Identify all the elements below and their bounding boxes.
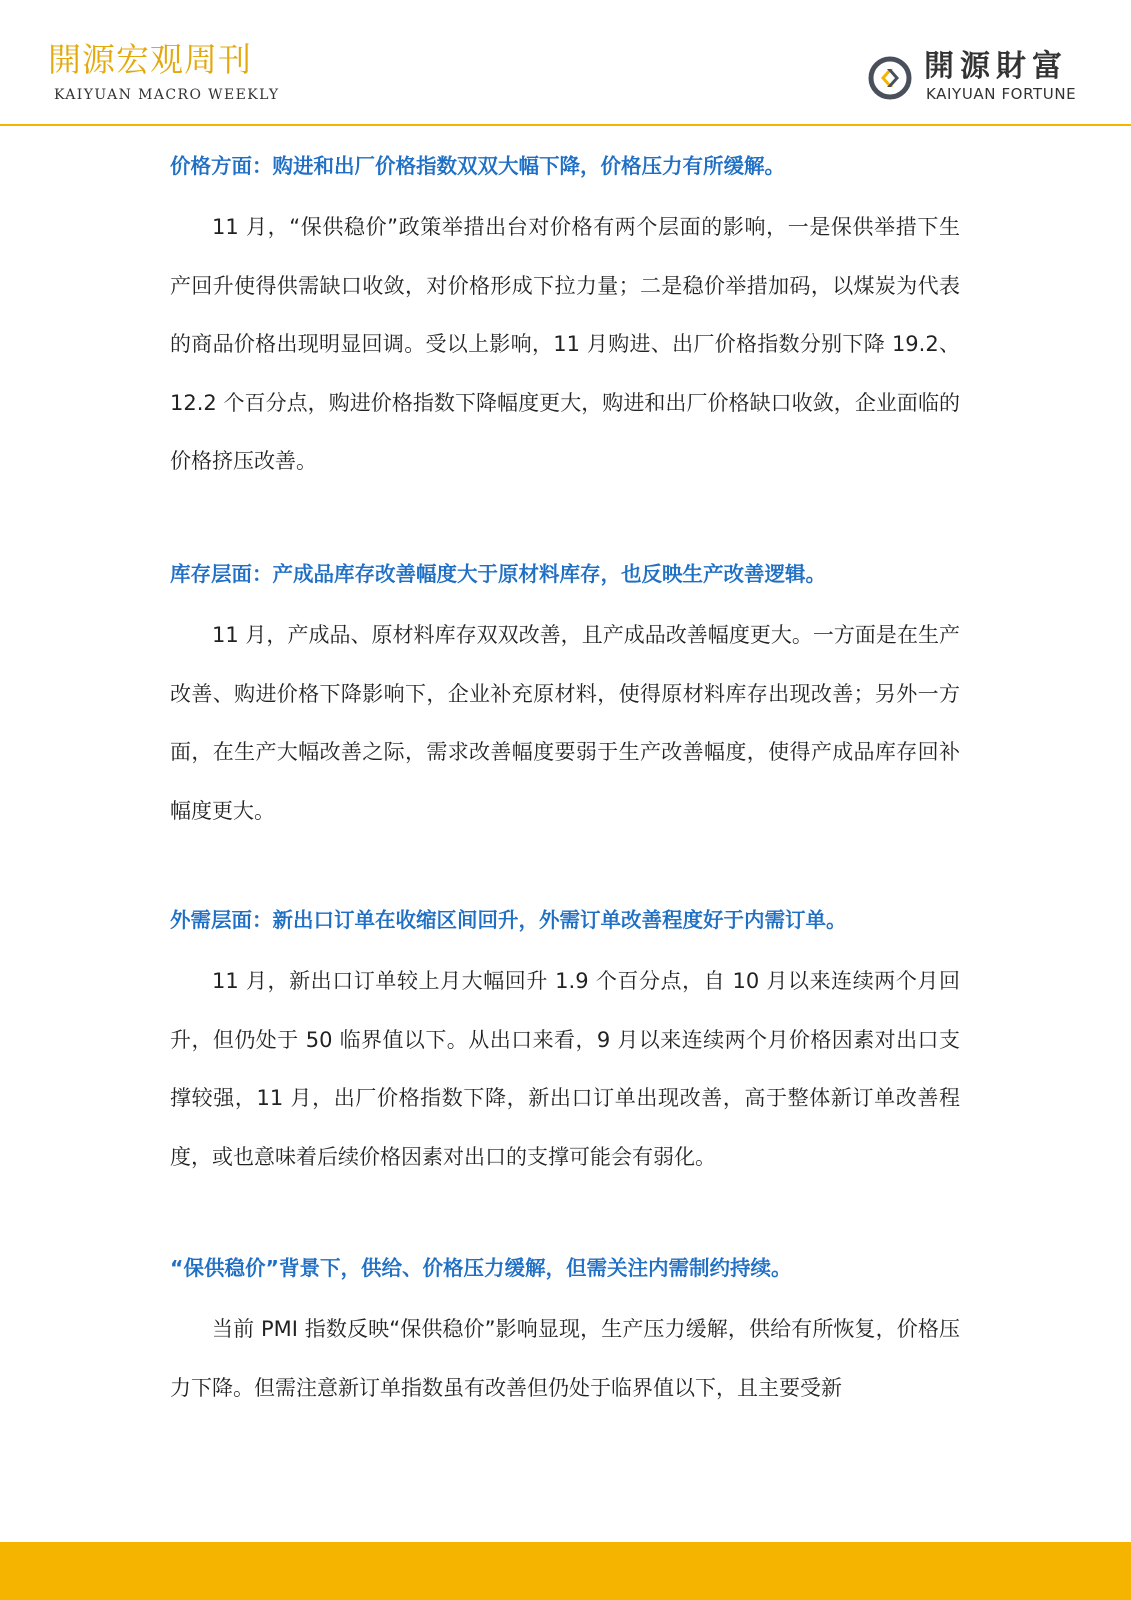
- header-divider: [0, 124, 1131, 126]
- kaiyuan-logo-icon: [866, 54, 914, 102]
- section-external-demand: [170, 906, 960, 1186]
- brand-name-english: KAIYUAN FORTUNE: [926, 85, 1077, 103]
- brand-name: 開源財富: [924, 49, 1068, 84]
- publication-title: 開源宏观周刊: [48, 40, 252, 79]
- section-paragraph: 11 月，“保供稳价”政策举措出台对价格有两个层面的影响，一是保供举措下生产回升使得供需缺口收敛，对价格形成下拉力量；二是稳价举措加码，以煤炭为代表的商品价格出现明显回调。受以上影响，11 月购进、出厂价格指数分别下降 19.2、12.2 个百分点，购进价格指数下降幅度更大，购进和出厂价格缺口收敛，企业面临的价格挤压改善。: [170, 215, 960, 473]
- section-paragraph: 11 月，新出口订单较上月大幅回升 1.9 个百分点，自 10 月以来连续两个月回升，但仍处于 50 临界值以下。从出口来看，9 月以来连续两个月价格因素对出口支撑较强，11 月，出厂价格指数下降，新出口订单出现改善，高于整体新订单改善程度，或也意味着后续价格因素对出口的支撑可能会有弱化。: [170, 969, 960, 1169]
- section-paragraph: 11 月，产成品、原材料库存双双改善，且产成品改善幅度更大。一方面是在生产改善、购进价格下降影响下，企业补充原材料，使得原材料库存出现改善；另外一方面，在生产大幅改善之际，需求改善幅度要弱于生产改善幅度，使得产成品库存回补幅度更大。: [170, 623, 960, 823]
- page-header: [0, 0, 1131, 126]
- section-heading: 价格方面：购进和出厂价格指数双双大幅下降，价格压力有所缓解。: [170, 154, 785, 178]
- publication-subtitle: KAIYUAN MACRO WEEKLY: [54, 87, 280, 103]
- section-heading: “保供稳价”背景下，供给、价格压力缓解，但需关注内需制约持续。: [170, 1256, 792, 1280]
- logo-ring: [871, 59, 909, 97]
- section-heading: 外需层面：新出口订单在收缩区间回升，外需订单改善程度好于内需订单。: [170, 908, 847, 932]
- brand-block: [866, 50, 1096, 106]
- section-outlook: [170, 1254, 960, 1417]
- footer-bar: [0, 1542, 1131, 1600]
- section-price: [170, 152, 960, 491]
- section-inventory: [170, 560, 960, 840]
- section-heading: 库存层面：产成品库存改善幅度大于原材料库存，也反映生产改善逻辑。: [170, 562, 826, 586]
- section-paragraph: 当前 PMI 指数反映“保供稳价”影响显现，生产压力缓解，供给有所恢复，价格压力下降。但需注意新订单指数虽有改善但仍处于临界值以下，且主要受新: [170, 1317, 960, 1400]
